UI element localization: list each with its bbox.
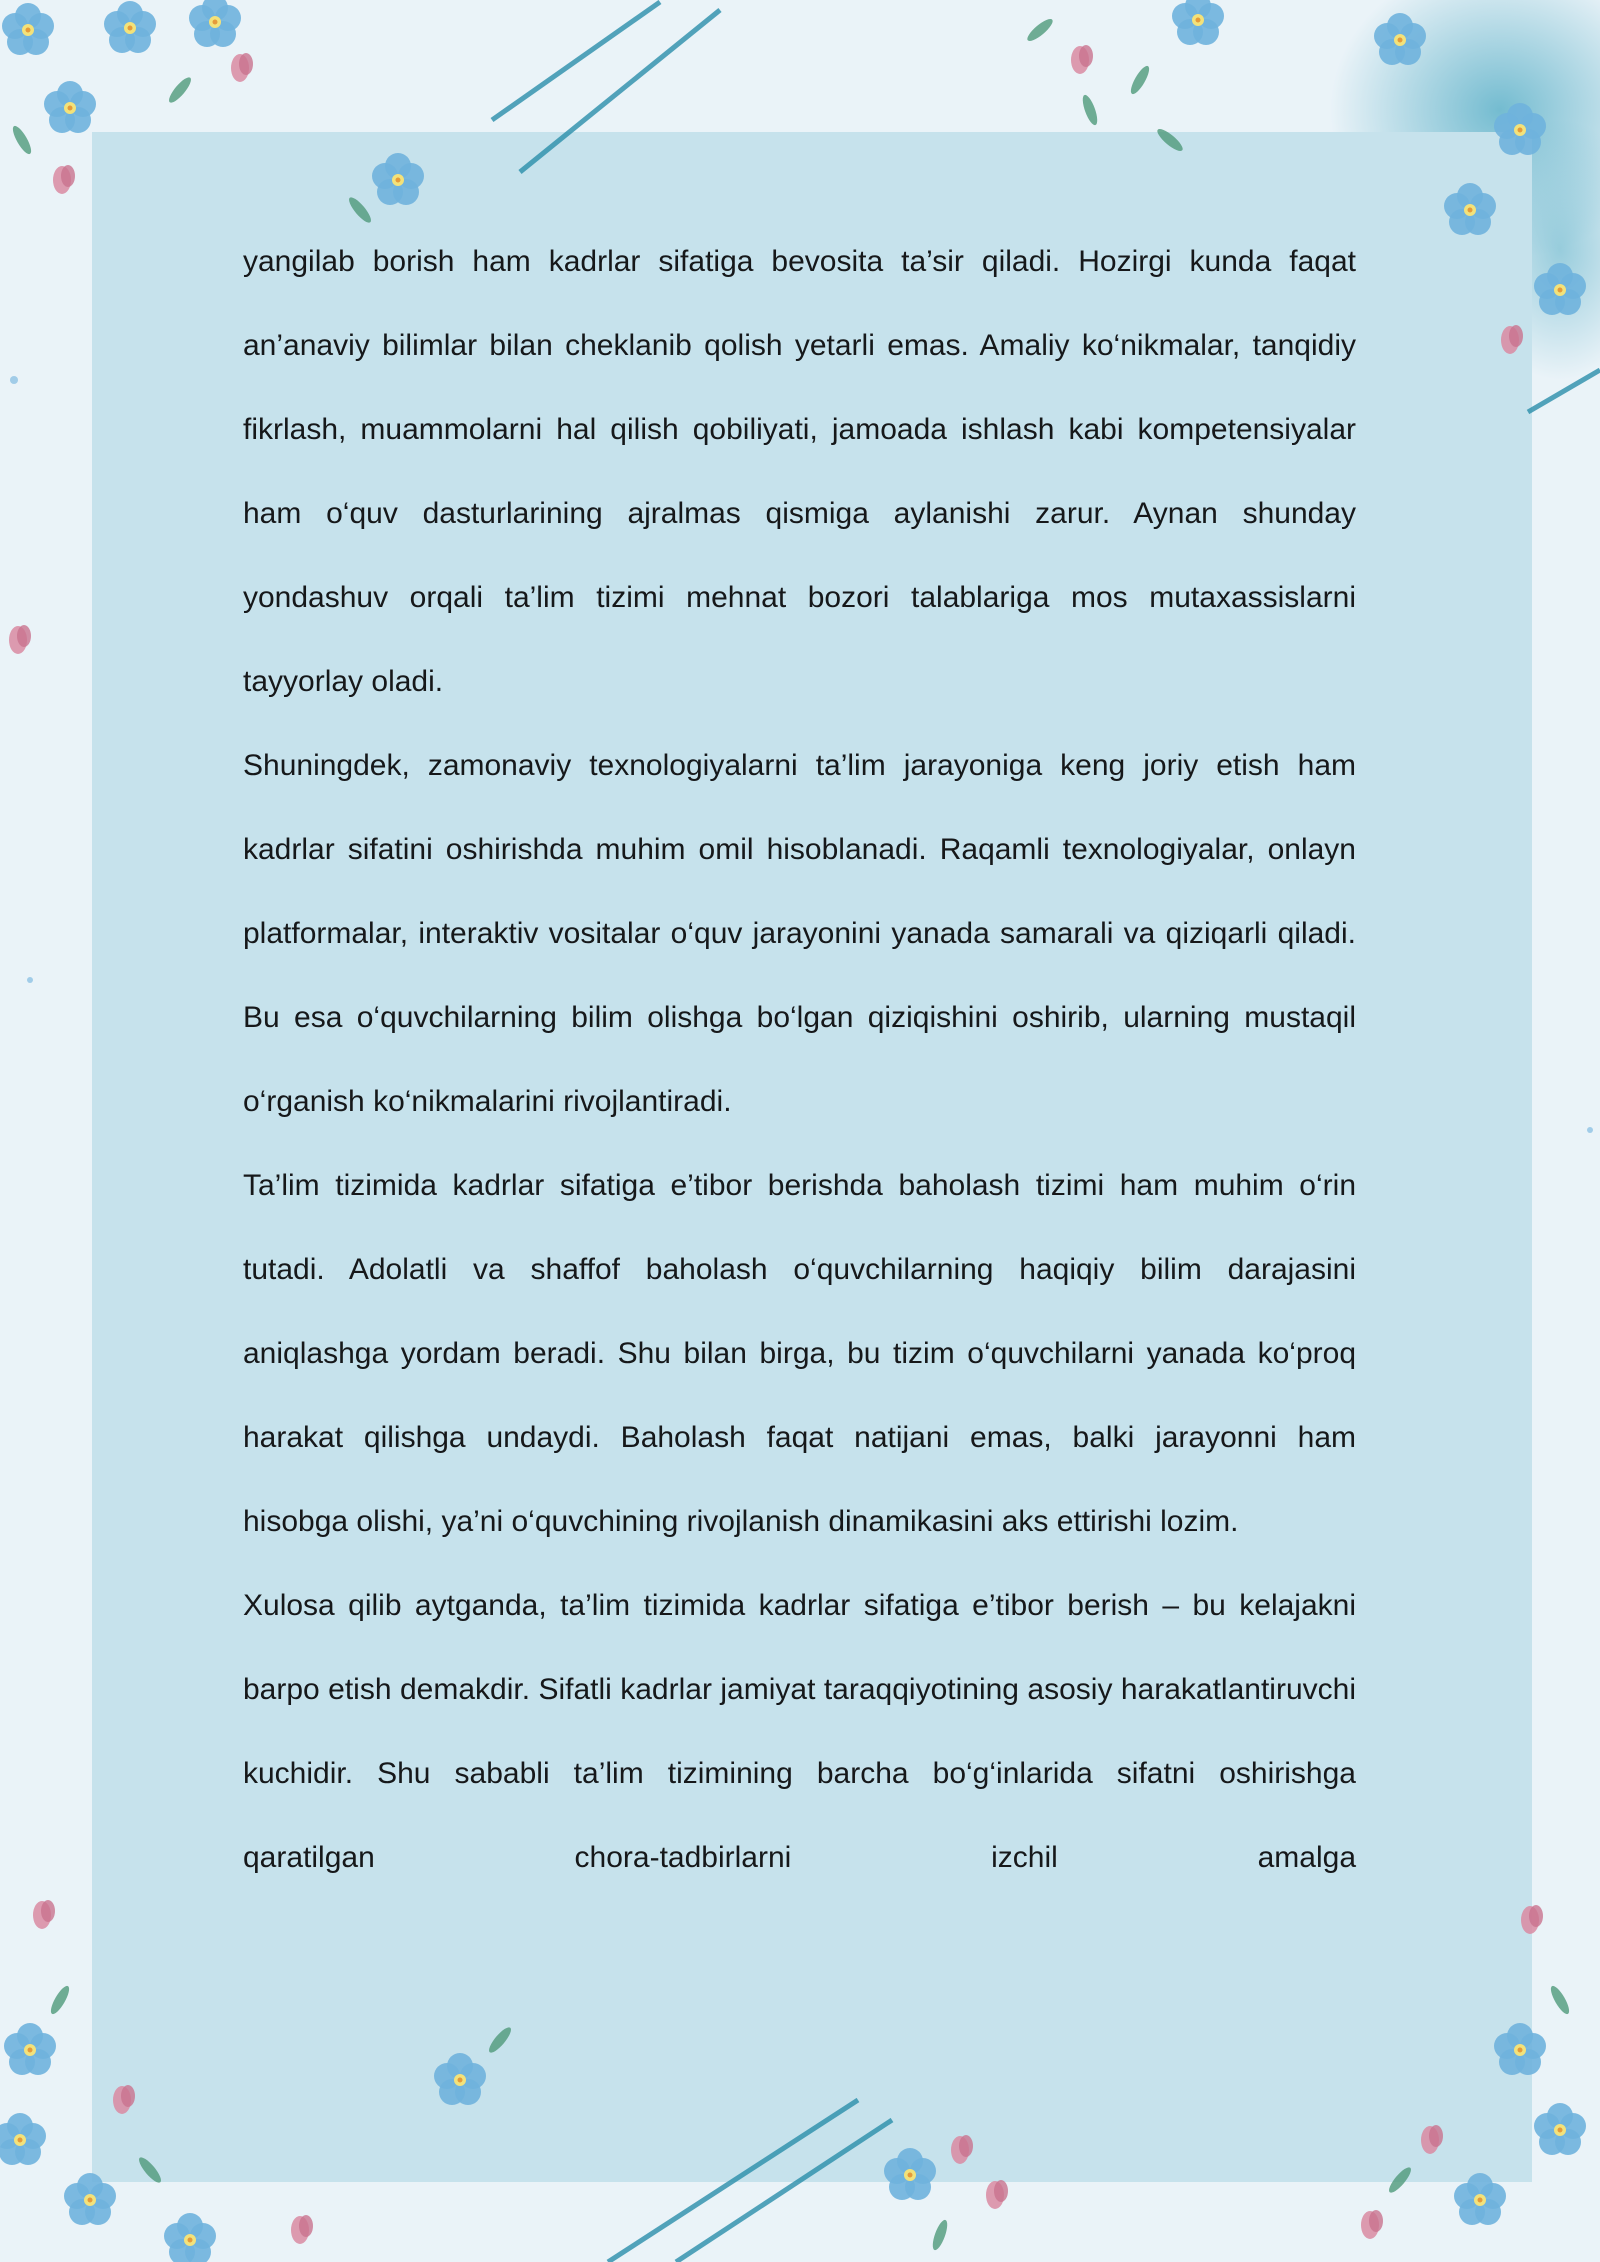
paragraph-2: Shuningdek, zamonaviy texnologiyalarni ta’lim jarayoniga keng joriy etish ham kadrlar sifatini oshirishda muhim omil hisoblanadi. Raqamli texnologiyalar, onlayn platformalar, interaktiv vositalar o‘quv jarayonini yanada samarali va qiziqarli qiladi. Bu esa o‘quvchilarning bilim olishga bo‘lgan qiziqishini oshirib, ularning mustaqil o‘rganish ko‘nikmalarini rivojlantiradi. bbox=[243, 749, 1356, 1118]
document-body bbox=[243, 220, 1356, 1900]
paragraph-4: Xulosa qilib aytganda, ta’lim tizimida kadrlar sifatiga e’tibor berish – bu kelajakni barpo etish demakdir. Sifatli kadrlar jamiyat taraqqiyotining asosiy harakatlantiruvchi kuchidir. Shu sababli ta’lim tizimining barcha bo‘g‘inlarida sifatni oshirishga qaratilgan chora-tadbirlarni izchil amalga bbox=[243, 1589, 1356, 1874]
paragraph-1: yangilab borish ham kadrlar sifatiga bevosita ta’sir qiladi. Hozirgi kunda faqat an’anaviy bilimlar bilan cheklanib qolish yetarli emas. Amaliy ko‘nikmalar, tanqidiy fikrlash, muammolarni hal qilish qobiliyati, jamoada ishlash kabi kompetensiyalar ham o‘quv dasturlarining ajralmas qismiga aylanishi zarur. Aynan shunday yondashuv orqali ta’lim tizimi mehnat bozori talablariga mos mutaxassislarni tayyorlay oladi. bbox=[243, 245, 1356, 698]
paragraph-3: Ta’lim tizimida kadrlar sifatiga e’tibor berishda baholash tizimi ham muhim o‘rin tutadi. Adolatli va shaffof baholash o‘quvchilarning haqiqiy bilim darajasini aniqlashga yordam beradi. Shu bilan birga, bu tizim o‘quvchilarni yanada ko‘proq harakat qilishga undaydi. Baholash faqat natijani emas, balki jarayonni ham hisobga olishi, ya’ni o‘quvchining rivojlanish dinamikasini aks ettirishi lozim. bbox=[243, 1169, 1356, 1538]
